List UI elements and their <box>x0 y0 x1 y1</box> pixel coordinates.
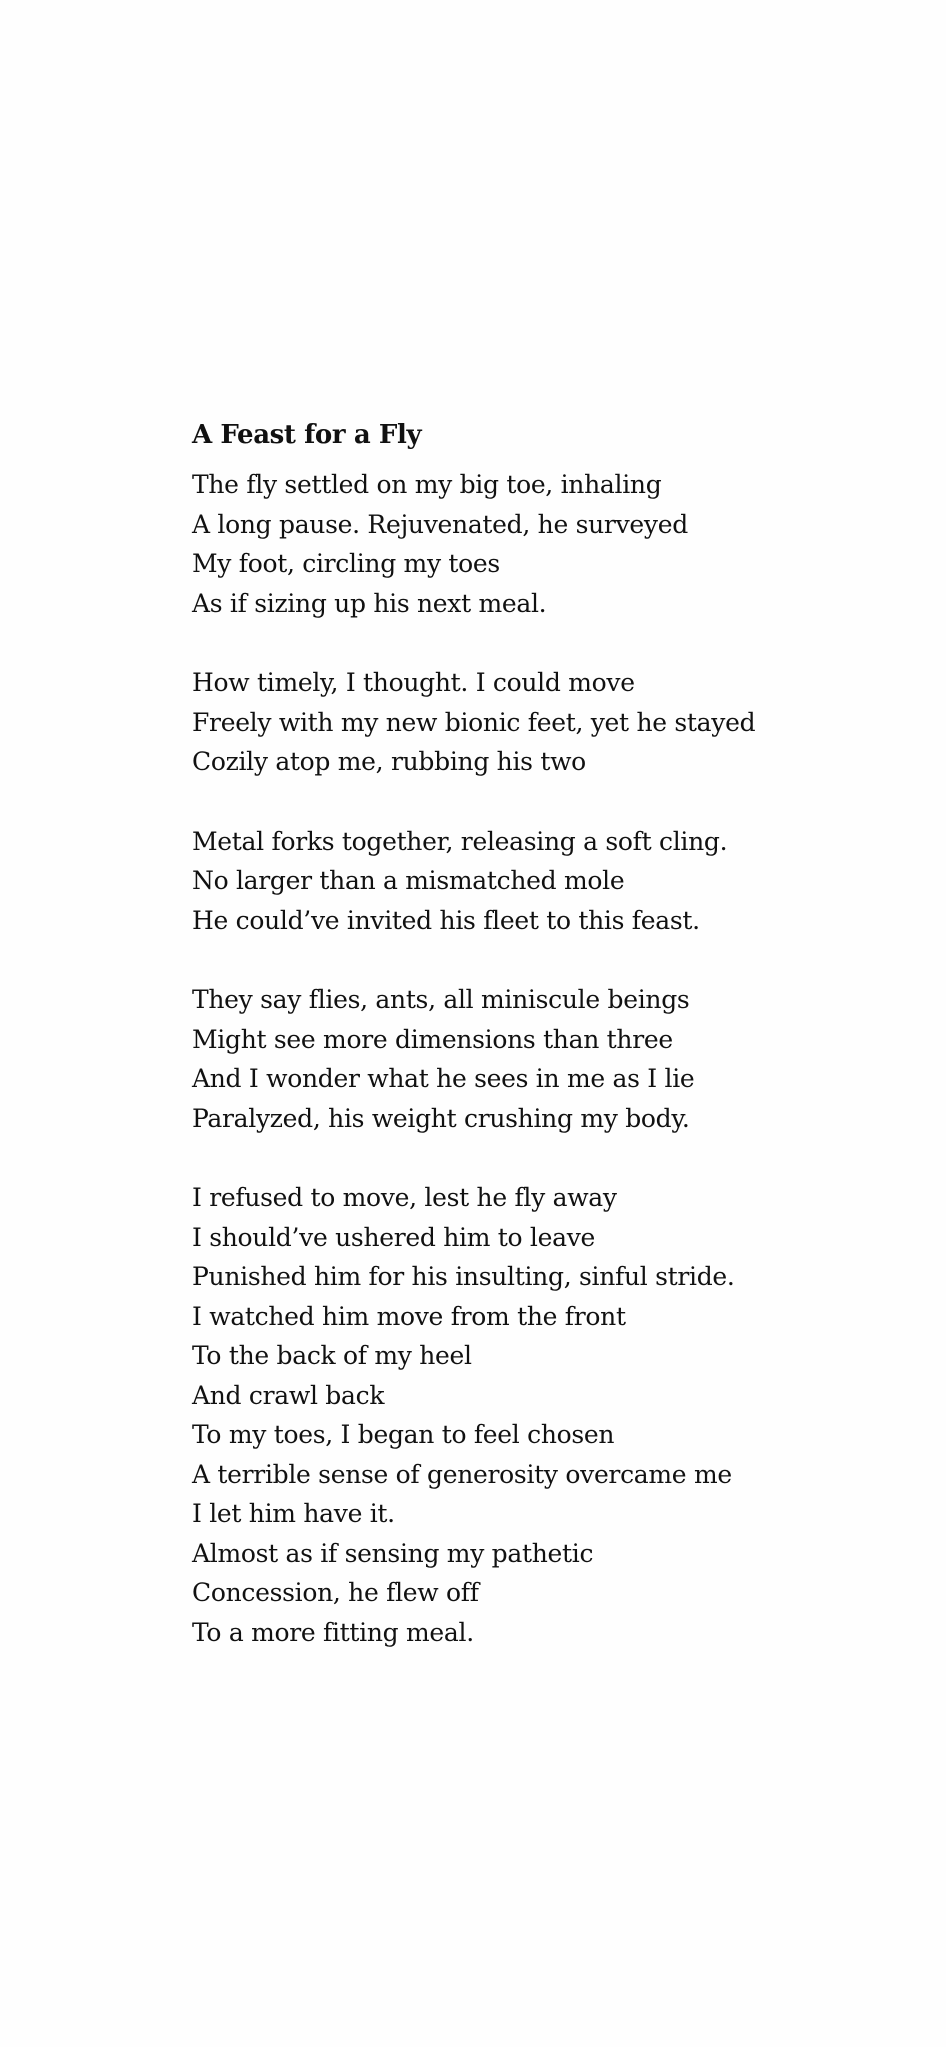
stanza-5 <box>192 1178 892 1652</box>
poem-line: Cozily atop me, rubbing his two <box>192 747 586 776</box>
poem-line: Freely with my new bionic feet, yet he stayed <box>192 707 756 737</box>
poem-line: He could’ve invited his fleet to this feast. <box>192 905 700 935</box>
poem-line: A long pause. Rejuvenated, he surveyed <box>192 509 688 539</box>
poem <box>192 415 892 1692</box>
poem-line: No larger than a mismatched mole <box>192 866 625 895</box>
poem-line: I watched him move from the front <box>192 1301 626 1331</box>
poem-line: And I wonder what he sees in me as I lie <box>192 1064 695 1093</box>
poem-line: The fly settled on my big toe, inhaling <box>192 470 662 499</box>
poem-line: How timely, I thought. I could move <box>192 668 635 697</box>
poem-line: To the back of my heel <box>192 1341 472 1370</box>
poem-line: To my toes, I began to feel chosen <box>192 1420 615 1449</box>
poem-line: I let him have it. <box>192 1499 395 1528</box>
poem-line: I refused to move, lest he fly away <box>192 1183 617 1212</box>
stanza-1 <box>192 465 892 623</box>
poem-line: A terrible sense of generosity overcame me <box>192 1459 732 1489</box>
poem-line: Almost as if sensing my pathetic <box>192 1538 594 1568</box>
stanza-2 <box>192 663 892 782</box>
poem-line: Metal forks together, releasing a soft cling. <box>192 826 728 856</box>
poem-line: I should’ve ushered him to leave <box>192 1222 596 1252</box>
poem-line: Concession, he flew off <box>192 1578 479 1607</box>
poem-line: They say flies, ants, all miniscule beings <box>192 985 690 1014</box>
poem-title: A Feast for a Fly <box>192 420 422 450</box>
poem-line: As if sizing up his next meal. <box>192 588 547 618</box>
poem-line: Punished him for his insulting, sinful stride. <box>192 1262 735 1291</box>
poem-line: And crawl back <box>192 1380 385 1410</box>
poem-line: My foot, circling my toes <box>192 549 500 578</box>
stanza-4 <box>192 980 892 1138</box>
poem-line: Paralyzed, his weight crushing my body. <box>192 1103 690 1133</box>
poem-line: To a more fitting meal. <box>192 1617 474 1647</box>
poem-line: Might see more dimensions than three <box>192 1024 673 1054</box>
stanza-3 <box>192 822 892 941</box>
